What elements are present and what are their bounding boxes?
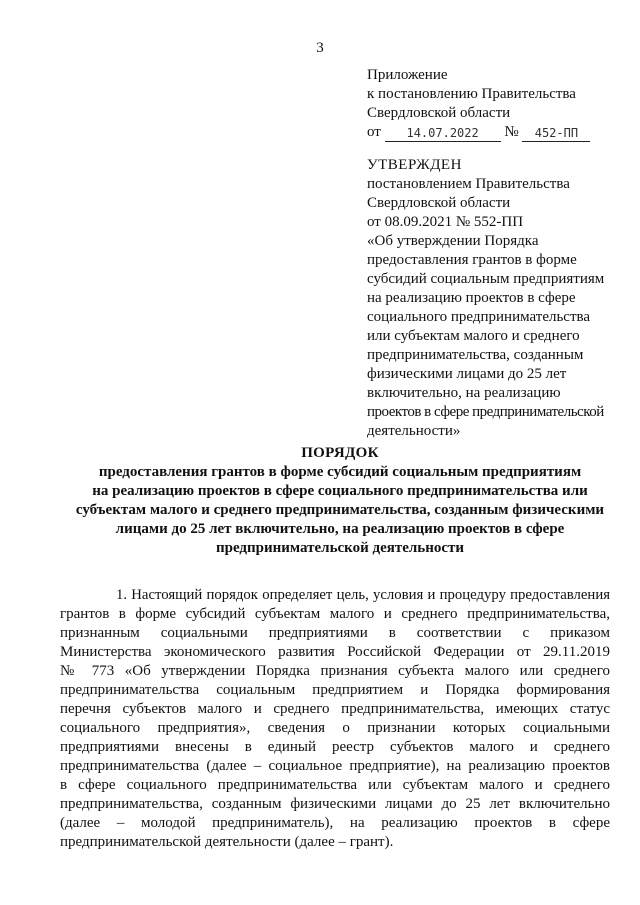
paragraph-line: 1. Настоящий порядок определяет цель, условия и процедуру предоставления — [116, 587, 610, 603]
approved-line: или субъектам малого и среднего — [367, 328, 580, 344]
number-blank — [522, 124, 590, 142]
title-main: ПОРЯДОК — [301, 445, 379, 461]
page-number: 3 — [316, 40, 324, 56]
appendix-line-1: Приложение — [367, 67, 448, 83]
approved-line: включительно, на реализацию — [367, 385, 561, 401]
paragraph-line: № 773 «Об утверждении Порядка признания субъекта малого или среднего — [60, 663, 610, 679]
approved-block — [367, 156, 627, 441]
paragraph-line: предпринимательства (далее – социальное предприятие), на реализацию проектов — [60, 758, 610, 774]
decree-date: 14.07.2022 — [406, 126, 479, 140]
paragraph-line: грантов в форме субсидий субъектам малого и среднего предпринимательства, — [60, 606, 610, 622]
approved-line: предпринимательства, созданным — [367, 347, 584, 363]
approved-line: постановлением Правительства — [367, 176, 570, 192]
number-label: № — [504, 124, 519, 140]
approved-line: деятельности» — [367, 423, 461, 439]
title-line: лицами до 25 лет включительно, на реализацию проектов в сфере — [115, 521, 565, 537]
paragraph-line: предпринимательства социальным предприятием и Порядка формирования — [60, 682, 610, 698]
appendix-date-line — [367, 123, 617, 142]
paragraph-line: перечня субъектов малого и среднего предпринимательства, имеющих статус — [60, 701, 610, 717]
paragraph-line: предприятиями внесены в единый реестр субъектов малого и среднего — [60, 739, 610, 755]
paragraph-line: социального предприятия», сведения о признании которых социальными — [60, 720, 610, 736]
approved-line: социального предпринимательства — [367, 309, 591, 325]
appendix-block — [367, 66, 617, 142]
appendix-line-2: к постановлению Правительства — [367, 86, 576, 102]
title-line: субъектам малого и среднего предпринимательства, созданным физическими — [75, 502, 605, 518]
paragraph-1 — [60, 586, 610, 852]
approved-line: субсидий социальным предприятиям — [367, 271, 605, 287]
title-line: предпринимательской деятельности — [215, 540, 465, 556]
document-title — [60, 444, 620, 558]
date-blank — [385, 124, 501, 142]
approved-line: Свердловской области — [367, 195, 511, 211]
approved-line: проектов в сфере предпринимательской — [367, 404, 604, 420]
approved-line: предоставления грантов в форме — [367, 252, 577, 268]
approved-heading: УТВЕРЖДЕН — [367, 157, 462, 173]
approved-line: физическими лицами до 25 лет — [367, 366, 567, 382]
paragraph-line: предпринимательства, созданным физическими лицами до 25 лет включительно — [60, 796, 610, 812]
approved-line: от 08.09.2021 № 552-ПП — [367, 214, 524, 230]
decree-number: 452-ПП — [534, 126, 579, 140]
paragraph-line: Министерства экономического развития Российской Федерации от 29.11.2019 — [60, 644, 610, 660]
title-line: предоставления грантов в форме субсидий социальным предприятиям — [98, 464, 582, 480]
title-line: на реализацию проектов в сфере социального предпринимательства или — [92, 483, 588, 499]
from-label: от — [367, 124, 381, 140]
paragraph-line: в сфере социального предпринимательства или субъектам малого и среднего — [60, 777, 610, 793]
paragraph-line: (далее – молодой предприниматель), на реализацию проектов в сфере — [60, 815, 610, 831]
paragraph-line: предпринимательской деятельности (далее – грант). — [60, 834, 394, 850]
appendix-line-3: Свердловской области — [367, 105, 511, 121]
approved-line: «Об утверждении Порядка — [367, 233, 539, 249]
paragraph-line: признанным социальными предприятиями в соответствии с приказом — [60, 625, 610, 641]
approved-line: на реализацию проектов в сфере — [367, 290, 576, 306]
